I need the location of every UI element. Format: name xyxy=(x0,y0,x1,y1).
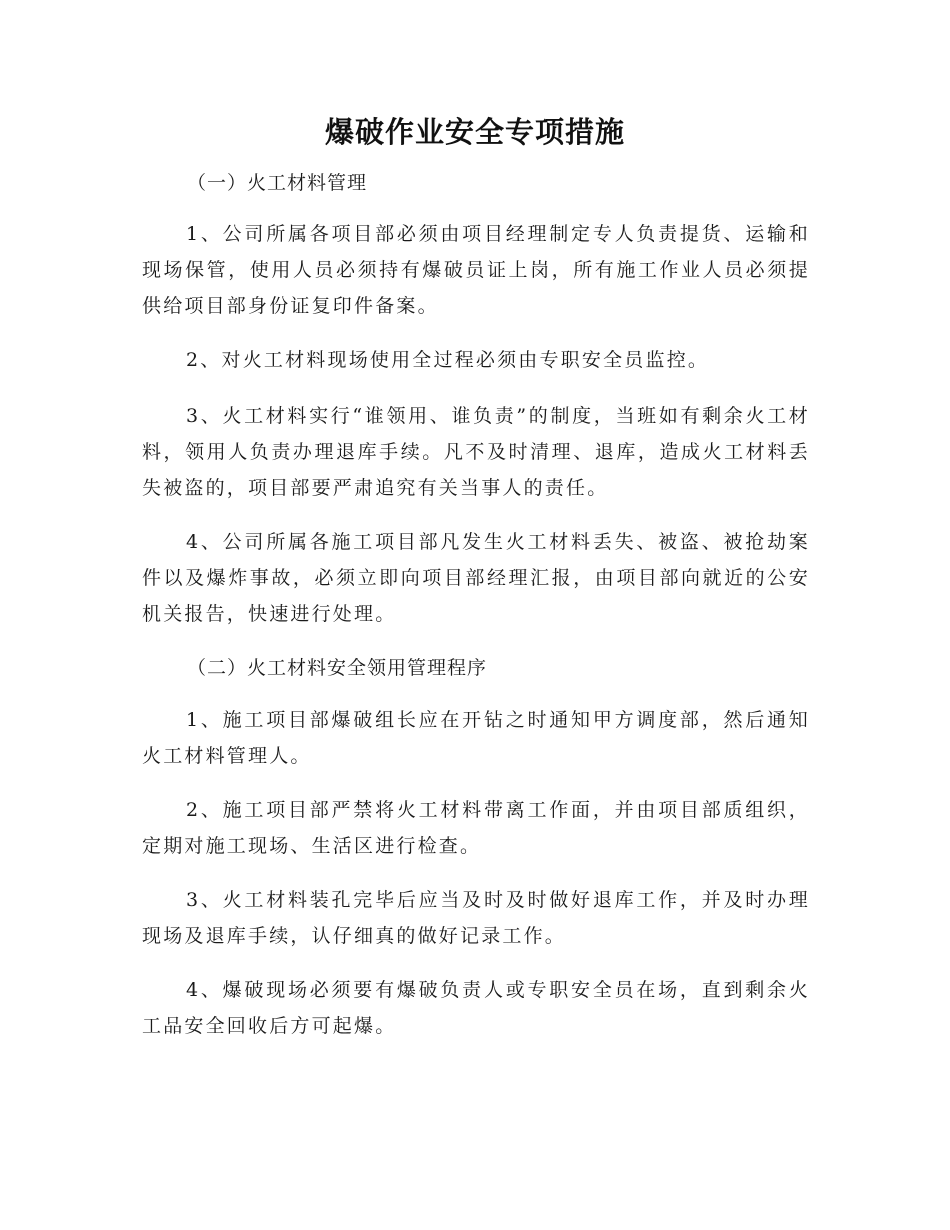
document-title: 爆破作业安全专项措施 xyxy=(324,115,625,149)
paragraph: 3、火工材料实行“谁领用、谁负责”的制度，当班如有剩余火工材料，领用人负责办理退库手续。凡不及时清理、退库，造成火工材料丢失被盗的，项目部要严肃追究有关当事人的责任。 xyxy=(142,405,810,499)
section-heading-fire-materials-management: （一）火工材料管理 xyxy=(187,172,368,194)
paragraph: 2、施工项目部严禁将火工材料带离工作面，并由项目部质组织，定期对施工现场、生活区进行检查。 xyxy=(142,799,810,857)
paragraph: 4、公司所属各施工项目部凡发生火工材料丢失、被盗、被抢劫案件以及爆炸事故，必须立即向项目部经理汇报，由项目部向就近的公安机关报告，快速进行处理。 xyxy=(142,531,810,625)
paragraph: 3、火工材料装孔完毕后应当及时及时做好退库工作，并及时办理现场及退库手续，认仔细真的做好记录工作。 xyxy=(142,889,810,947)
paragraph: 1、施工项目部爆破组长应在开钻之时通知甲方调度部，然后通知火工材料管理人。 xyxy=(142,709,810,767)
paragraph: 2、对火工材料现场使用全过程必须由专职安全员监控。 xyxy=(186,349,710,371)
paragraph: 4、爆破现场必须要有爆破负责人或专职安全员在场，直到剩余火工品安全回收后方可起爆。 xyxy=(142,979,810,1037)
paragraph: 1、公司所属各项目部必须由项目经理制定专人负责提货、运输和现场保管，使用人员必须持有爆破员证上岗，所有施工作业人员必须提供给项目部身份证复印件备案。 xyxy=(142,223,810,317)
section-heading-safe-requisition-procedure: （二）火工材料安全领用管理程序 xyxy=(187,657,488,679)
